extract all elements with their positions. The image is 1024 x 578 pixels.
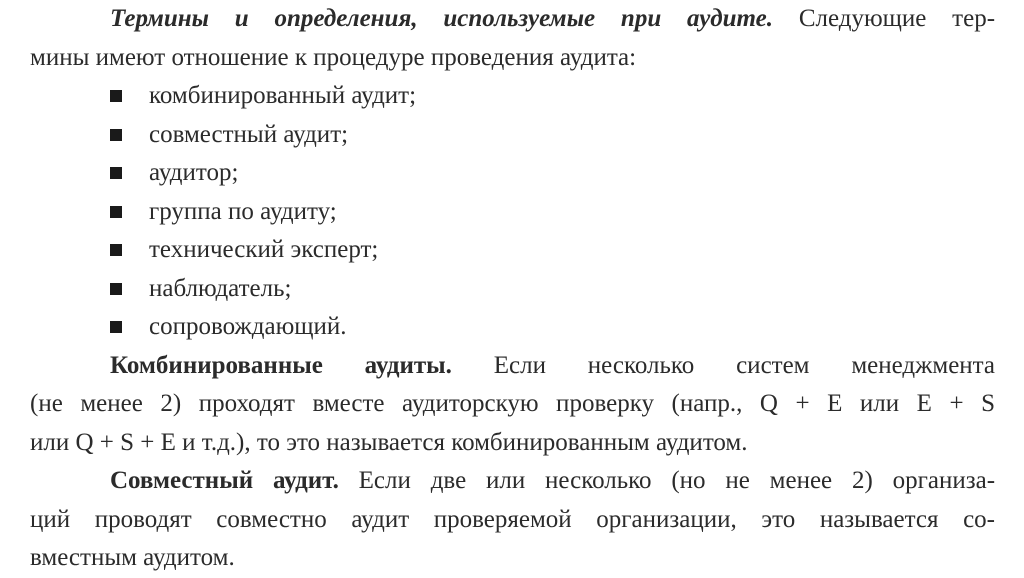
combined-line-1 — [30, 347, 995, 386]
term-label: группа по аудиту; — [149, 197, 337, 225]
square-bullet-icon — [110, 206, 122, 218]
term-label: комбинированный аудит; — [149, 82, 417, 109]
intro-paragraph — [30, 0, 995, 77]
list-item — [30, 231, 995, 270]
square-bullet-icon — [110, 129, 122, 141]
joint-text-2: ций проводят совместно аудит проверяемой организации, это называется со- — [30, 505, 995, 533]
joint-text-3: вместным аудитом. — [30, 544, 235, 571]
joint-audit-paragraph — [30, 462, 995, 578]
terms-list — [30, 77, 995, 347]
combined-text-2: (не менее 2) проходят вместе аудиторскую проверку (напр., Q + E или E + S — [30, 390, 995, 417]
square-bullet-icon — [110, 167, 122, 179]
list-item — [30, 116, 995, 155]
list-item — [30, 308, 995, 347]
intro-line-1 — [30, 0, 995, 39]
joint-text-1: Если две или несколько (но не менее 2) организа- — [358, 467, 996, 494]
combined-text-1: Если несколько систем менеджмента — [493, 351, 995, 379]
term-label: наблюдатель; — [149, 274, 292, 302]
term-label: аудитор; — [149, 159, 239, 186]
joint-line-2 — [30, 501, 995, 540]
combined-audit-paragraph — [30, 347, 995, 463]
list-item — [30, 270, 995, 309]
square-bullet-icon — [110, 283, 122, 295]
joint-line-3 — [30, 539, 995, 578]
intro-line-2 — [30, 39, 995, 78]
square-bullet-icon — [110, 321, 122, 333]
joint-heading: Совместный аудит. — [110, 467, 339, 494]
list-item — [30, 77, 995, 116]
square-bullet-icon — [110, 244, 122, 256]
combined-text-3: или Q + S + E и т.д.), то это называется комбинированным аудитом. — [30, 428, 748, 456]
term-label: сопровождающий. — [149, 313, 347, 340]
intro-text-1: Следующие тер- — [798, 5, 996, 32]
document-page — [30, 0, 995, 578]
list-item — [30, 154, 995, 193]
intro-text-2: мины имеют отношение к процедуре проведения аудита: — [30, 43, 637, 71]
intro-heading: Термины и определения, используемые при аудите. — [110, 5, 774, 32]
list-item — [30, 193, 995, 232]
joint-line-1 — [30, 462, 995, 501]
term-label: технический эксперт; — [149, 236, 379, 263]
term-label: совместный аудит; — [149, 120, 349, 148]
combined-heading: Комбинированные аудиты. — [110, 351, 452, 379]
combined-line-2 — [30, 385, 995, 424]
square-bullet-icon — [110, 90, 122, 102]
combined-line-3 — [30, 424, 995, 463]
